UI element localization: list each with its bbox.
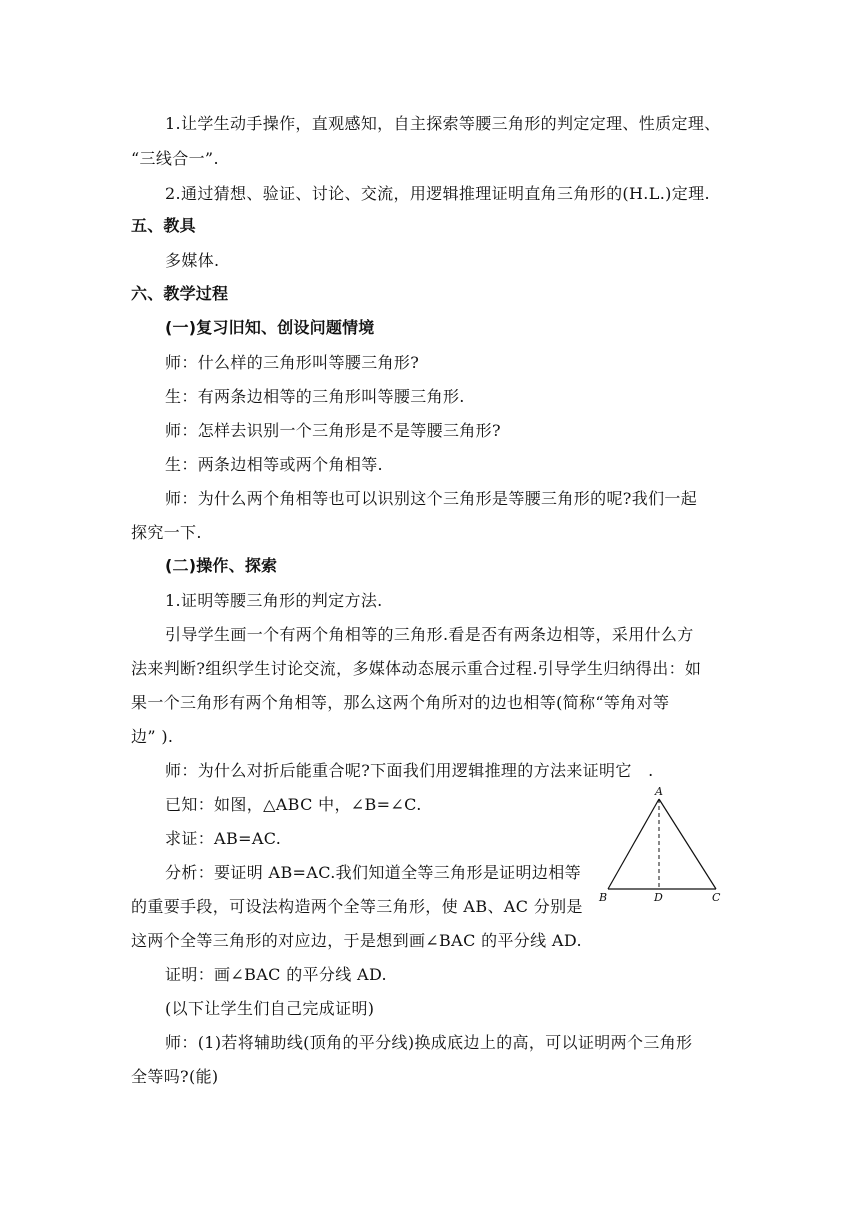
teaching-aids-text: 多媒体. xyxy=(165,251,220,270)
dialogue-teacher-3-line-1: 师：为什么两个角相等也可以识别这个三角形是等腰三角形的呢?我们一起 xyxy=(165,489,698,508)
dialogue-teacher-4: 师：为什么对折后能重合呢?下面我们用逻辑推理的方法来证明它 . xyxy=(165,761,654,780)
guide-paragraph-line-4: 边” ). xyxy=(131,727,174,746)
dialogue-teacher-5-line-2: 全等吗?(能) xyxy=(131,1067,219,1086)
label-d: D xyxy=(654,891,663,904)
analysis-line-3: 这两个全等三角形的对应边，于是想到画∠BAC 的平分线 AD. xyxy=(131,931,582,950)
objective-1-line-2: “三线合一”. xyxy=(131,149,219,168)
subsection-heading-review: (一)复习旧知、创设问题情境 xyxy=(165,318,375,337)
dialogue-teacher-5-line-1: 师：(1)若将辅助线(顶角的平分线)换成底边上的高，可以证明两个三角形 xyxy=(165,1033,693,1052)
triangle-diagram xyxy=(598,787,730,909)
label-b: B xyxy=(599,891,608,904)
objective-2: 2.通过猜想、验证、讨论、交流，用逻辑推理证明直角三角形的(H.L.)定理. xyxy=(165,184,710,203)
guide-paragraph-line-2: 法来判断?组织学生讨论交流，多媒体动态展示重合过程.引导学生归纳得出：如 xyxy=(131,659,702,678)
prove-statement: 求证：AB=AC. xyxy=(165,829,282,848)
label-c: C xyxy=(712,891,721,904)
analysis-line-2: 的重要手段，可设法构造两个全等三角形，使 AB、AC 分别是 xyxy=(131,897,583,916)
guide-paragraph-line-1: 引导学生画一个有两个角相等的三角形.看是否有两条边相等，采用什么方 xyxy=(165,625,694,644)
proof-note: (以下让学生们自己完成证明) xyxy=(165,999,375,1018)
side-ac xyxy=(659,799,716,889)
given-statement: 已知：如图，△ABC 中，∠B=∠C. xyxy=(165,795,422,814)
label-a: A xyxy=(655,785,663,798)
dialogue-teacher-2: 师：怎样去识别一个三角形是不是等腰三角形? xyxy=(165,421,501,440)
dialogue-student-1: 生：有两条边相等的三角形叫等腰三角形. xyxy=(165,387,465,406)
dialogue-student-2: 生：两条边相等或两个角相等. xyxy=(165,455,383,474)
section-heading-teaching-aids: 五、教具 xyxy=(131,216,196,235)
dialogue-teacher-3-line-2: 探究一下. xyxy=(131,523,202,542)
explore-item-1: 1.证明等腰三角形的判定方法. xyxy=(165,591,383,610)
guide-paragraph-line-3: 果一个三角形有两个角相等，那么这两个角所对的边也相等(简称“等角对等 xyxy=(131,693,670,712)
objective-1-line-1: 1.让学生动手操作，直观感知，自主探索等腰三角形的判定定理、性质定理、 xyxy=(165,114,721,133)
triangle-figure xyxy=(598,787,730,909)
subsection-heading-explore: (二)操作、探索 xyxy=(165,556,278,575)
section-heading-teaching-process: 六、教学过程 xyxy=(131,284,229,303)
dialogue-teacher-1: 师：什么样的三角形叫等腰三角形? xyxy=(165,353,420,372)
proof-statement: 证明：画∠BAC 的平分线 AD. xyxy=(165,965,387,984)
side-ab xyxy=(608,799,659,889)
analysis-line-1: 分析：要证明 AB=AC.我们知道全等三角形是证明边相等 xyxy=(165,863,581,882)
